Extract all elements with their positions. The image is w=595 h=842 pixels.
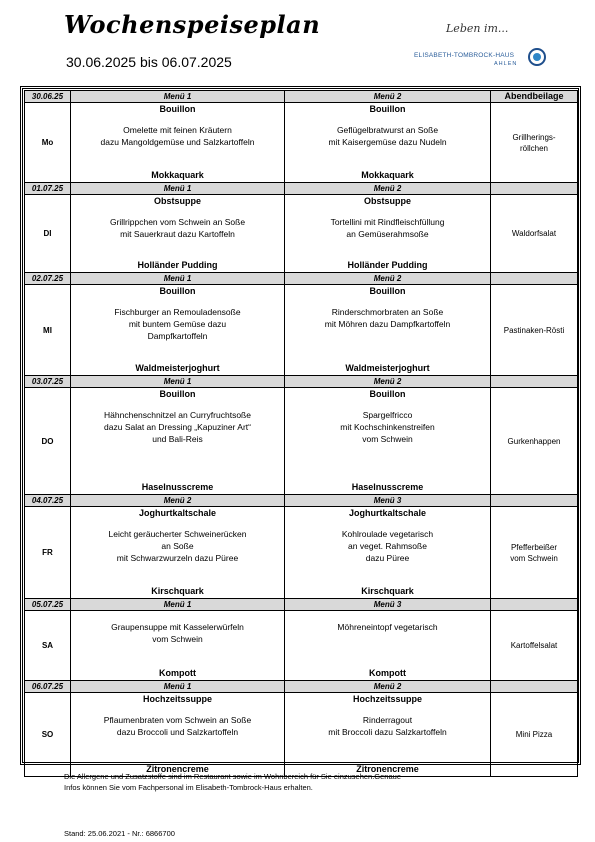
menu-a-label: Menü 1 xyxy=(71,599,285,611)
main-dish-line: Fischburger an Remouladensoße xyxy=(114,307,241,317)
menu-a-label: Menü 1 xyxy=(71,183,285,195)
main-dish-line: mit Kaisergemüse dazu Nudeln xyxy=(328,137,447,147)
dessert: Zitronencreme xyxy=(146,764,209,774)
evening-side-header xyxy=(491,273,578,285)
evening-side-cell xyxy=(491,693,578,777)
main-dish-line: vom Schwein xyxy=(152,634,203,644)
evening-side-line: Kartoffelsalat xyxy=(510,641,558,650)
evening-side-header xyxy=(491,681,578,693)
stand-info: Stand: 25.06.2021 - Nr.: 6866700 xyxy=(64,829,175,838)
menu-a-cell xyxy=(71,507,285,599)
day-date: 30.06.25 xyxy=(25,91,71,103)
allergen-note-line-2: Infos können Sie vom Fachpersonal im Elisabeth-Tombrock-Haus erhalten. xyxy=(64,783,313,792)
evening-side-line: Waldorfsalat xyxy=(511,229,557,238)
soup: Bouillon xyxy=(369,286,406,296)
menu-b-cell xyxy=(285,103,491,183)
main-dish-line: Omelette mit feinen Kräutern xyxy=(123,125,232,135)
day-abbr: Mo xyxy=(25,103,71,183)
dessert: Zitronencreme xyxy=(356,764,419,774)
day-abbr: SA xyxy=(25,611,71,681)
menu-b-cell xyxy=(285,693,491,777)
day-date: 05.07.25 xyxy=(25,599,71,611)
evening-side-line: Gurkenhappen xyxy=(507,436,561,446)
main-dish-line: Dampfkartoffeln xyxy=(147,331,208,341)
dessert: Kompott xyxy=(369,668,406,678)
dessert: Holländer Pudding xyxy=(137,260,218,270)
menu-table xyxy=(24,90,578,777)
main-dish xyxy=(71,714,284,738)
main-dish-line: mit Möhren dazu Dampfkartoffeln xyxy=(324,319,451,329)
main-dish-line: und Bali-Reis xyxy=(152,434,203,444)
main-dish xyxy=(285,621,490,633)
main-dish-line: mit Broccoli dazu Salzkartoffeln xyxy=(328,727,447,737)
main-dish-line: Grillrippchen vom Schwein an Soße xyxy=(109,217,246,227)
main-dish-line: mit Sauerkraut dazu Kartoffeln xyxy=(120,229,235,239)
logo xyxy=(412,22,552,72)
dessert: Waldmeisterjoghurt xyxy=(135,363,220,373)
day-abbr: DO xyxy=(25,388,71,495)
menu-a-label: Menü 1 xyxy=(71,273,285,285)
evening-side-line: röllchen xyxy=(519,143,548,153)
menu-a-cell xyxy=(71,195,285,273)
day-date: 03.07.25 xyxy=(25,376,71,388)
dessert: Kirschquark xyxy=(151,586,204,596)
day-date: 01.07.25 xyxy=(25,183,71,195)
day-row xyxy=(25,195,578,273)
allergen-note-line-1: Die Allergene und Zusatzstoffe sind im Restaurant sowie im Wohnbereich für Sie einzusehen.Genaue xyxy=(64,772,401,781)
main-dish-line: mit Schwarzwurzeln dazu Püree xyxy=(116,553,239,563)
dessert: Kompott xyxy=(159,668,196,678)
logo-name: ELISABETH-TOMBROCK-HAUS xyxy=(414,52,515,59)
day-row xyxy=(25,103,578,183)
soup: Bouillon xyxy=(159,104,196,114)
day-abbr: MI xyxy=(25,285,71,376)
main-dish xyxy=(285,216,490,240)
dessert: Haselnusscreme xyxy=(141,482,214,492)
menu-a-cell xyxy=(71,103,285,183)
menu-b-label: Menü 2 xyxy=(285,376,491,388)
soup: Obstsuppe xyxy=(153,196,201,206)
evening-side-line: vom Schwein xyxy=(510,553,558,563)
main-dish xyxy=(285,714,490,738)
menu-a-cell xyxy=(71,388,285,495)
evening-side-cell xyxy=(491,103,578,183)
soup: Hochzeitssuppe xyxy=(142,694,212,704)
menu-b-label: Menü 2 xyxy=(285,91,491,103)
main-dish-line: an Soße xyxy=(161,541,194,551)
menu-b-cell xyxy=(285,285,491,376)
soup: Obstsuppe xyxy=(363,196,411,206)
day-header-row xyxy=(25,681,578,693)
date-range: 30.06.2025 bis 06.07.2025 xyxy=(66,54,232,70)
day-header-row xyxy=(25,599,578,611)
menu-a-label: Menü 2 xyxy=(71,495,285,507)
evening-side-cell xyxy=(491,195,578,273)
day-header-row xyxy=(25,273,578,285)
main-dish-line: Geflügelbratwurst an Soße xyxy=(336,125,439,135)
main-dish xyxy=(71,528,284,564)
main-dish-line: mit Kochschinkenstreifen xyxy=(340,422,435,432)
day-row xyxy=(25,693,578,777)
evening-side-line: Grillherings- xyxy=(512,132,556,142)
main-dish-line: dazu Broccoli und Salzkartoffeln xyxy=(116,727,239,737)
main-dish xyxy=(71,216,284,240)
day-header-row xyxy=(25,376,578,388)
day-date: 04.07.25 xyxy=(25,495,71,507)
day-date: 02.07.25 xyxy=(25,273,71,285)
page-title: Wochenspeiseplan xyxy=(64,10,321,39)
evening-side-line: Pfefferbeißer xyxy=(510,542,558,552)
dessert: Kirschquark xyxy=(361,586,414,596)
main-dish-line: vom Schwein xyxy=(362,434,413,444)
menu-a-cell xyxy=(71,693,285,777)
main-dish-line: dazu Salat an Dressing „Kapuziner Art“ xyxy=(104,422,251,432)
menu-a-label: Menü 1 xyxy=(71,91,285,103)
day-abbr: DI xyxy=(25,195,71,273)
menu-b-label: Menü 2 xyxy=(285,183,491,195)
main-dish xyxy=(285,306,490,330)
menu-b-label: Menü 2 xyxy=(285,273,491,285)
evening-side-header xyxy=(491,495,578,507)
menu-b-label: Menü 2 xyxy=(285,681,491,693)
menu-b-cell xyxy=(285,195,491,273)
allergen-note xyxy=(64,771,544,793)
evening-side-cell xyxy=(491,285,578,376)
evening-side-cell xyxy=(491,388,578,495)
menu-a-label: Menü 1 xyxy=(71,681,285,693)
main-dish xyxy=(71,621,284,645)
main-dish xyxy=(71,124,284,148)
evening-side-line: Pastinaken-Rösti xyxy=(503,325,565,335)
main-dish-line: Graupensuppe mit Kasselerwürfeln xyxy=(111,622,244,632)
day-date: 06.07.25 xyxy=(25,681,71,693)
soup: Bouillon xyxy=(159,286,196,296)
soup: Bouillon xyxy=(369,104,406,114)
menu-a-cell xyxy=(71,285,285,376)
soup: Joghurtkaltschale xyxy=(138,508,217,518)
soup: Bouillon xyxy=(369,389,406,399)
menu-b-label: Menü 3 xyxy=(285,599,491,611)
main-dish-line: Pflaumenbraten vom Schwein an Soße xyxy=(103,715,252,725)
main-dish-line: dazu Püree xyxy=(365,553,410,563)
main-dish xyxy=(71,409,284,445)
day-row xyxy=(25,507,578,599)
soup: Hochzeitssuppe xyxy=(352,694,422,704)
evening-side-header: Abendbeilage xyxy=(491,91,578,103)
main-dish-line: Hähnchenschnitzel an Curryfruchtsoße xyxy=(104,410,251,420)
main-dish-line: dazu Mangoldgemüse und Salzkartoffeln xyxy=(100,137,255,147)
house-logo-icon xyxy=(528,48,546,66)
day-header-row xyxy=(25,495,578,507)
dessert: Haselnusscreme xyxy=(351,482,424,492)
main-dish-line: Leicht geräucherter Schweinerücken xyxy=(108,529,247,539)
menu-a-label: Menü 1 xyxy=(71,376,285,388)
main-dish xyxy=(71,306,284,342)
evening-side-cell xyxy=(491,611,578,681)
day-abbr: SO xyxy=(25,693,71,777)
main-dish xyxy=(285,528,490,564)
evening-side-header xyxy=(491,599,578,611)
soup: Joghurtkaltschale xyxy=(348,508,427,518)
main-dish-line: Rinderragout xyxy=(362,715,413,725)
evening-side-line: Mini Pizza xyxy=(515,730,553,739)
day-row xyxy=(25,611,578,681)
main-dish-line: an veget. Rahmsoße xyxy=(348,541,427,551)
main-dish-line: Möhreneintopf vegetarisch xyxy=(337,622,438,632)
main-dish-line: Spargelfricco xyxy=(362,410,413,420)
main-dish-line: Kohlroulade vegetarisch xyxy=(341,529,434,539)
soup: Bouillon xyxy=(159,389,196,399)
main-dish-line: Tortellini mit Rindfleischfüllung xyxy=(330,217,445,227)
dessert: Mokkaquark xyxy=(361,170,414,180)
menu-b-cell xyxy=(285,611,491,681)
logo-subname: AHLEN xyxy=(494,61,518,67)
evening-side-header xyxy=(491,376,578,388)
main-dish-line: an Gemüserahmsoße xyxy=(346,229,429,239)
main-dish xyxy=(285,124,490,148)
dessert: Holländer Pudding xyxy=(347,260,428,270)
main-dish-line: Rinderschmorbraten an Soße xyxy=(331,307,444,317)
day-row xyxy=(25,285,578,376)
dessert: Mokkaquark xyxy=(151,170,204,180)
day-abbr: FR xyxy=(25,507,71,599)
main-dish xyxy=(285,409,490,445)
main-dish-line: mit buntem Gemüse dazu xyxy=(128,319,227,329)
menu-b-label: Menü 3 xyxy=(285,495,491,507)
evening-side-cell xyxy=(491,507,578,599)
day-row xyxy=(25,388,578,495)
day-header-row xyxy=(25,91,578,103)
menu-a-cell xyxy=(71,611,285,681)
menu-b-cell xyxy=(285,388,491,495)
evening-side-header xyxy=(491,183,578,195)
dessert: Waldmeisterjoghurt xyxy=(345,363,430,373)
logo-tagline: Leben im... xyxy=(446,22,509,35)
day-header-row xyxy=(25,183,578,195)
menu-b-cell xyxy=(285,507,491,599)
